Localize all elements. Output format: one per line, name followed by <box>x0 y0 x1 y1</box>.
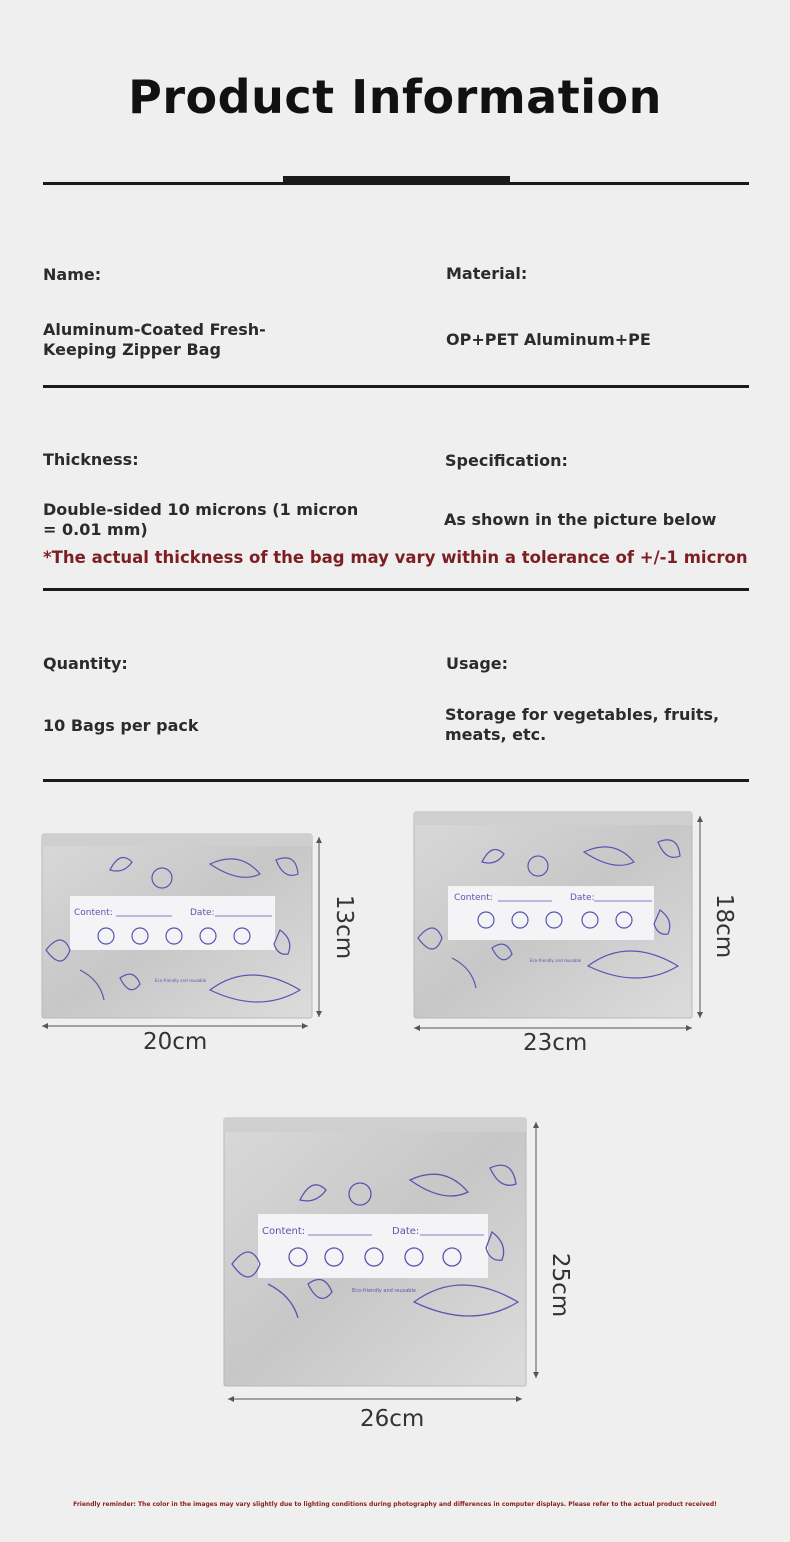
thickness-label: Thickness: <box>43 450 139 469</box>
bag-illustration <box>222 1114 530 1390</box>
specification-value: As shown in the picture below <box>444 510 717 529</box>
bag-3-height: 25cm <box>547 1252 574 1318</box>
bag-2-width: 23cm <box>523 1030 588 1056</box>
bag-3-width: 26cm <box>360 1406 425 1432</box>
page-title: Product Information <box>128 70 662 124</box>
eco-text: Eco-friendly and reusable <box>352 1288 416 1294</box>
thickness-value: Double-sided 10 microns (1 micron = 0.01 mm) <box>43 500 359 539</box>
date-label: Date: <box>190 908 215 918</box>
bag-2-height: 18cm <box>711 893 738 959</box>
bag-image-medium <box>412 808 694 1022</box>
row-divider-2 <box>43 588 749 591</box>
bag-1-height: 13cm <box>331 894 358 960</box>
title-accent-bar <box>283 176 510 183</box>
content-label: Content: <box>262 1226 306 1237</box>
thickness-tolerance-note: *The actual thickness of the bag may vary within a tolerance of +/-1 micron <box>43 548 748 567</box>
quantity-value: 10 Bags per pack <box>43 716 199 735</box>
bag-image-small <box>40 830 315 1022</box>
usage-label: Usage: <box>446 654 509 673</box>
height-arrow-1 <box>311 835 327 1021</box>
bag-illustration <box>412 808 694 1022</box>
bag-image-large <box>222 1114 530 1390</box>
bag-1-width: 20cm <box>143 1029 208 1055</box>
height-arrow-3 <box>528 1120 544 1382</box>
content-label: Content: <box>454 893 493 903</box>
quantity-label: Quantity: <box>43 654 128 673</box>
svg-text:Eco-friendly and reusable: Eco-friendly and reusable <box>155 978 207 983</box>
svg-text:Eco-friendly and reusable: Eco-friendly and reusable <box>530 958 582 963</box>
material-label: Material: <box>446 264 528 283</box>
width-arrow-3 <box>226 1391 526 1407</box>
content-label: Content: <box>74 908 113 918</box>
footer-reminder: Friendly reminder: The color in the images may vary slightly due to lighting conditions during photography and differences in computer displays. Please refer to the actual product received! <box>73 1501 717 1508</box>
specification-label: Specification: <box>445 451 568 470</box>
bag-illustration <box>40 830 315 1022</box>
date-label: Date: <box>570 893 595 903</box>
row-divider-3 <box>43 779 749 782</box>
usage-value: Storage for vegetables, fruits, meats, etc. <box>445 705 720 744</box>
row-divider-1 <box>43 385 749 388</box>
date-label: Date: <box>392 1226 420 1237</box>
height-arrow-2 <box>692 814 708 1022</box>
name-label: Name: <box>43 265 102 284</box>
material-value: OP+PET Aluminum+PE <box>446 330 651 349</box>
name-value: Aluminum-Coated Fresh- Keeping Zipper Bag <box>43 320 266 359</box>
